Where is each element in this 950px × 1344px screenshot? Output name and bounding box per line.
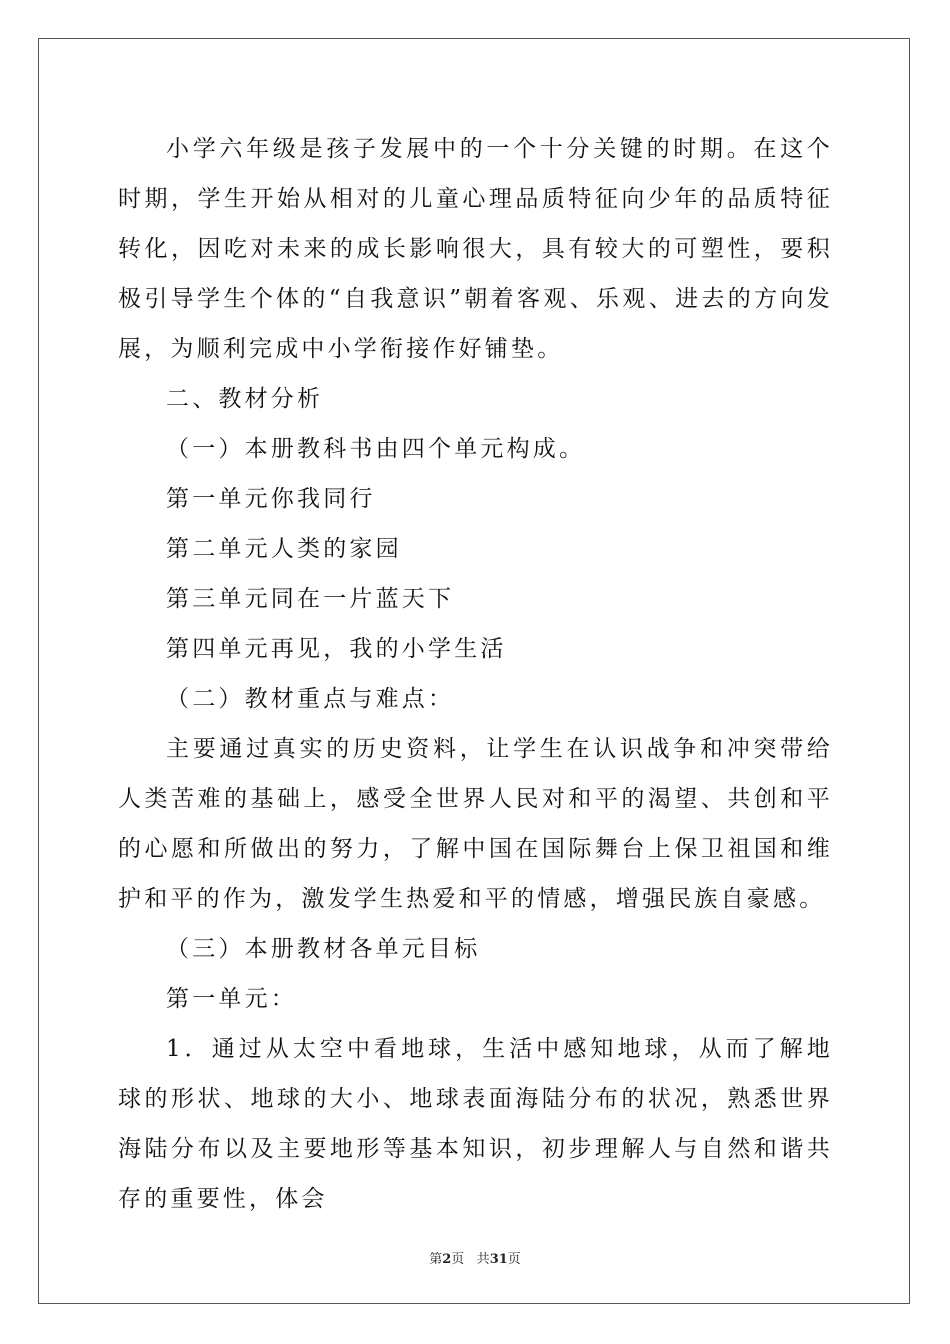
footer-total-suffix: 页	[507, 1252, 521, 1267]
paragraph-intro: 小学六年级是孩子发展中的一个十分关键的时期。在这个时期，学生开始从相对的儿童心理品质特征向少年的品质特征转化，因吃对未来的成长影响很大，具有较大的可塑性，要积极引导学生个体的“自我意识”朝着客观、乐观、进去的方向发展，为顺利完成中小学衔接作好铺垫。	[118, 136, 833, 362]
subsection-heading-unit-goals: （三）本册教材各单元目标	[166, 936, 481, 962]
document-body	[118, 124, 833, 1224]
page-footer	[0, 1248, 950, 1267]
unit-4-line: 第四单元再见，我的小学生活	[166, 636, 507, 662]
footer-total-prefix: 共	[476, 1252, 490, 1267]
paragraph-unit-1-goal-1: 1．通过从太空中看地球，生活中感知地球，从而了解地球的形状、地球的大小、地球表面海陆分布的状况，熟悉世界海陆分布以及主要地形等基本知识，初步理解人与自然和谐共存的重要性，体会	[118, 1036, 833, 1212]
unit-1-goals-heading: 第一单元：	[166, 986, 297, 1012]
footer-page-suffix: 页	[451, 1252, 465, 1267]
unit-2-line: 第二单元人类的家园	[166, 536, 402, 562]
footer-total-number: 31	[489, 1252, 508, 1267]
footer-page-prefix: 第	[429, 1252, 443, 1267]
subsection-heading-key-points: （二）教材重点与难点：	[166, 686, 455, 712]
section-heading-textbook-analysis: 二、教材分析	[166, 386, 324, 412]
footer-page-number: 2	[442, 1252, 452, 1267]
subsection-heading-units: （一）本册教科书由四个单元构成。	[166, 436, 586, 462]
paragraph-key-points: 主要通过真实的历史资料，让学生在认识战争和冲突带给人类苦难的基础上，感受全世界人民对和平的渴望、共创和平的心愿和所做出的努力，了解中国在国际舞台上保卫祖国和维护和平的作为，激发学生热爱和平的情感，增强民族自豪感。	[118, 736, 833, 912]
unit-3-line: 第三单元同在一片蓝天下	[166, 586, 455, 612]
unit-1-line: 第一单元你我同行	[166, 486, 376, 512]
